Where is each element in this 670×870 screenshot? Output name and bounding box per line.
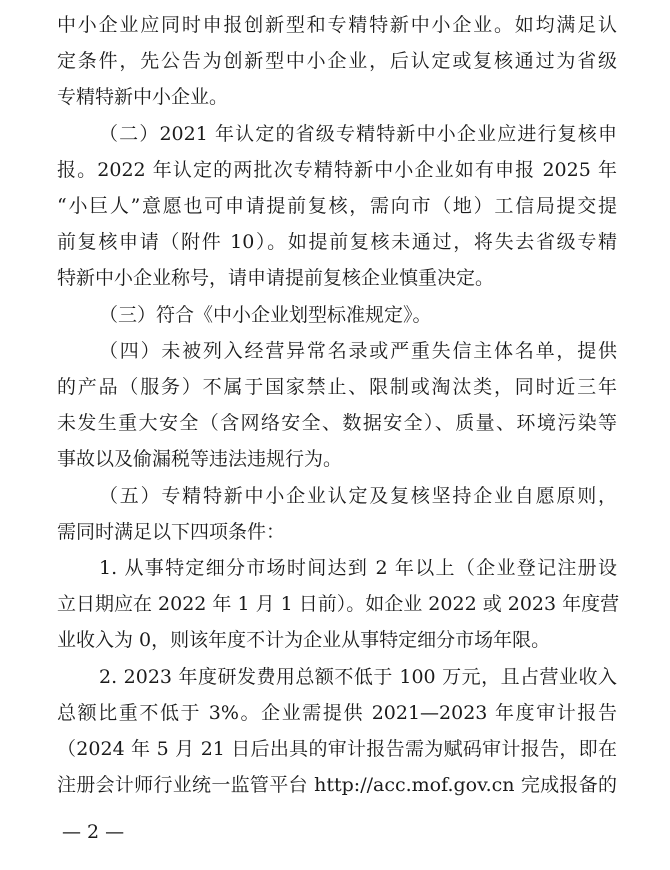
body-text-line: 中小企业应同时申报创新型和专精特新中小企业。如均满足认 bbox=[57, 14, 617, 36]
body-text-line: 的产品（服务）不属于国家禁止、限制或淘汰类，同时近三年 bbox=[57, 376, 617, 398]
body-text-line: 需同时满足以下四项条件： bbox=[57, 521, 286, 543]
page-number: — 2 — bbox=[62, 821, 125, 843]
body-text-line: （二）2021 年认定的省级专精特新中小企业应进行复核申 bbox=[99, 123, 617, 145]
body-text-line: （三）符合《中小企业划型标准规定》。 bbox=[99, 304, 432, 326]
body-text-line: 事故以及偷漏税等违法违规行为。 bbox=[57, 448, 343, 470]
body-text-line: （2024 年 5 月 21 日后出具的审计报告需为赋码审计报告，即在 bbox=[57, 738, 617, 760]
body-text-line: 1. 从事特定细分市场时间达到 2 年以上（企业登记注册设 bbox=[99, 557, 617, 579]
body-text-line: 2. 2023 年度研发费用总额不低于 100 万元，且占营业收入 bbox=[99, 666, 617, 688]
body-text-line: 总额比重不低于 3%。企业需提供 2021—2023 年度审计报告 bbox=[57, 702, 617, 724]
body-text-line: 专精特新中小企业。 bbox=[57, 86, 229, 108]
body-text-line: 特新中小企业称号，请申请提前复核企业慎重决定。 bbox=[57, 267, 495, 289]
body-text-line: 前复核申请（附件 10）。如提前复核未通过，将失去省级专精 bbox=[57, 231, 617, 253]
body-text-line: 报。2022 年认定的两批次专精特新中小企业如有申报 2025 年 bbox=[57, 159, 617, 181]
body-text-line: 立日期应在 2022 年 1 月 1 日前）。如企业 2022 或 2023 年度营 bbox=[57, 593, 620, 615]
body-text-line: （五）专精特新中小企业认定及复核坚持企业自愿原则， bbox=[99, 485, 617, 507]
body-text-line: （四）未被列入经营异常名录或严重失信主体名单，提供 bbox=[99, 340, 617, 362]
body-text-line: 注册会计师行业统一监管平台 http://acc.mof.gov.cn 完成报备的 bbox=[57, 774, 617, 796]
body-text-line: “小巨人”意愿也可申请提前复核，需向市（地）工信局提交提 bbox=[57, 195, 617, 217]
body-text-line: 未发生重大安全（含网络安全、数据安全）、质量、环境污染等 bbox=[57, 412, 617, 434]
body-text-line: 业收入为 0，则该年度不计为企业从事特定细分市场年限。 bbox=[57, 629, 551, 651]
body-text-line: 定条件，先公告为创新型中小企业，后认定或复核通过为省级 bbox=[57, 50, 617, 72]
